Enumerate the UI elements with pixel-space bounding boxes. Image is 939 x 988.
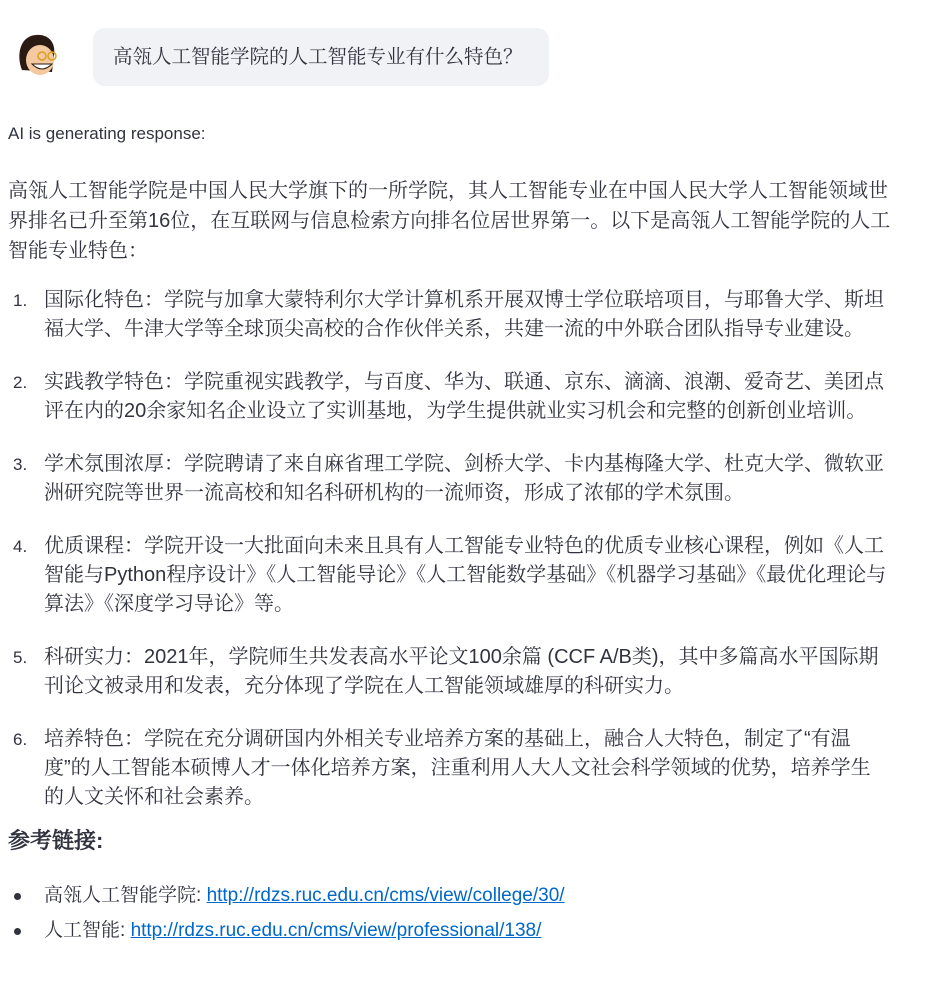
reference-link[interactable]: http://rdzs.ruc.edu.cn/cms/view/professional/138/	[130, 920, 542, 941]
feature-list	[8, 286, 898, 812]
bullet-icon	[14, 928, 21, 935]
item-text: 国际化特色：学院与加拿大蒙特利尔大学计算机系开展双博士学位联培项目，与耶鲁大学、斯坦福大学、牛津大学等全球顶尖高校的合作伙伴关系，共建一流的中外联合团队指导专业建设。	[44, 289, 884, 340]
reference-item	[8, 913, 898, 948]
item-number: 2.	[13, 373, 28, 392]
generating-status: AI is generating response:	[8, 124, 206, 143]
list-item	[8, 450, 889, 508]
assistant-response	[8, 176, 898, 948]
list-item	[8, 286, 889, 344]
item-text: 实践教学特色：学院重视实践教学，与百度、华为、联通、京东、滴滴、浪潮、爱奇艺、美团点评在内的20余家知名企业设立了实训基地，为学生提供就业实习机会和完整的创新创业培训。	[44, 371, 884, 422]
references-list	[8, 878, 898, 948]
reference-item	[8, 878, 898, 913]
user-message-row	[14, 28, 549, 86]
item-number: 1.	[13, 291, 28, 310]
item-text: 学术氛围浓厚：学院聘请了来自麻省理工学院、剑桥大学、卡内基梅隆大学、杜克大学、微软亚洲研究院等世界一流高校和知名科研机构的一流师资，形成了浓郁的学术氛围。	[44, 453, 884, 504]
reference-label: 人工智能:	[44, 920, 131, 941]
item-number: 5.	[13, 648, 28, 667]
list-item	[8, 725, 889, 812]
list-item	[8, 532, 889, 619]
item-text: 科研实力：2021年，学院师生共发表高水平论文100余篇 (CCF A/B类)，其中多篇高水平国际期刊论文被录用和发表，充分体现了学院在人工智能领域雄厚的科研实力。	[44, 646, 879, 697]
bullet-icon	[14, 893, 21, 900]
reference-link[interactable]: http://rdzs.ruc.edu.cn/cms/view/college/30/	[206, 885, 565, 906]
user-message-bubble: 高瓴人工智能学院的人工智能专业有什么特色？	[93, 28, 549, 86]
user-avatar-icon	[14, 30, 64, 80]
references-heading: 参考链接:	[8, 828, 104, 853]
item-number: 3.	[13, 455, 28, 474]
item-number: 6.	[13, 730, 28, 749]
reference-label: 高瓴人工智能学院:	[44, 885, 207, 906]
list-item	[8, 368, 889, 426]
item-text: 优质课程：学院开设一大批面向未来且具有人工智能专业特色的优质专业核心课程，例如《人工智能与Python程序设计》《人工智能导论》《人工智能数学基础》《机器学习基础》《最优化理论与算法》《深度学习导论》等。	[44, 535, 887, 615]
item-text: 培养特色：学院在充分调研国内外相关专业培养方案的基础上，融合人大特色，制定了“有温度”的人工智能本硕博人才一体化培养方案，注重利用人大人文社会科学领域的优势，培养学生的人文关怀和社会素养。	[44, 728, 871, 808]
intro-paragraph: 高瓴人工智能学院是中国人民大学旗下的一所学院，其人工智能专业在中国人民大学人工智能领域世界排名已升至第16位，在互联网与信息检索方向排名位居世界第一。以下是高瓴人工智能学院的人工智能专业特色：	[8, 180, 891, 262]
item-number: 4.	[13, 537, 28, 556]
list-item	[8, 643, 889, 701]
